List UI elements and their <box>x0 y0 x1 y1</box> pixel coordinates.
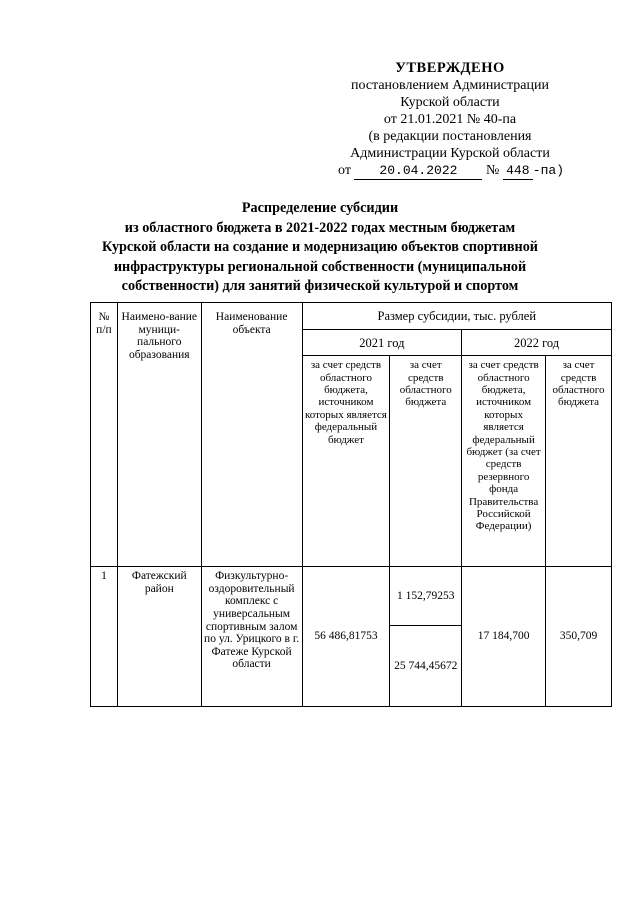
approval-line-3: от 21.01.2021 № 40-па <box>383 112 517 127</box>
header-year-2022: 2022 год <box>462 329 612 356</box>
header-2021-regional: за счет средств областного бюджета <box>390 356 462 567</box>
header-amount: Размер субсидии, тыс. рублей <box>302 303 611 330</box>
table-row <box>91 567 612 626</box>
title-line-4: инфраструктуры региональной собственности (муниципальной <box>113 258 527 275</box>
row-municipality: Фатежский район <box>117 567 201 707</box>
approval-line-5: Администрации Курской области <box>350 146 550 161</box>
approval-line-4: (в редакции постановления <box>368 129 532 144</box>
header-object: Наименование объекта <box>201 303 302 567</box>
row-num: 1 <box>91 567 118 707</box>
header-num: № п/п <box>91 303 118 567</box>
row-fed-2022: 17 184,700 <box>462 567 546 707</box>
approval-heading: УТВЕРЖДЕНО <box>395 60 505 76</box>
header-2022-federal: за счет средств областного бюджета, источником которых является федеральный бюджет (за счет средств резервного фонда Правительства Российской Федерации) <box>462 356 546 567</box>
title-line-2: из областного бюджета в 2021-2022 годах местным бюджетам <box>124 219 516 236</box>
row-fed-2021: 56 486,81753 <box>302 567 390 707</box>
row-object: Физкультурно-оздоровительный комплекс с универсальным спортивным залом по ул. Урицкого в г. Фатеже Курской области <box>201 567 302 707</box>
approval-stamp <box>330 60 570 180</box>
header-2022-regional: за счет средств областного бюджета <box>546 356 612 567</box>
title-line-5: собственности) для занятий физической культурой и спортом <box>121 278 519 295</box>
header-row-1 <box>91 303 612 330</box>
title-line-3: Курской области на создание и модернизацию объектов спортивной <box>102 239 538 256</box>
date-prefix: от <box>338 163 351 178</box>
number-suffix: -па) <box>532 163 565 178</box>
number-value: 448 <box>503 162 533 180</box>
title-line-1: Распределение субсидии <box>241 200 399 216</box>
header-2021-federal: за счет средств областного бюджета, источником которых является федеральный бюджет <box>302 356 390 567</box>
number-prefix: № <box>485 163 500 178</box>
header-municipality: Наимено-вание муници-пального образования <box>117 303 201 567</box>
document-title <box>60 199 580 297</box>
header-year-2021: 2021 год <box>302 329 462 356</box>
date-value: 20.04.2022 <box>354 162 482 180</box>
row-reg-2021-b: 25 744,45672 <box>390 626 462 707</box>
approval-line-1: постановлением Администрации <box>351 78 549 93</box>
row-reg-2021-a: 1 152,79253 <box>390 567 462 626</box>
approval-date-line <box>330 162 570 180</box>
approval-line-2: Курской области <box>400 95 500 110</box>
subsidy-table <box>90 302 612 707</box>
row-reg-2022: 350,709 <box>546 567 612 707</box>
